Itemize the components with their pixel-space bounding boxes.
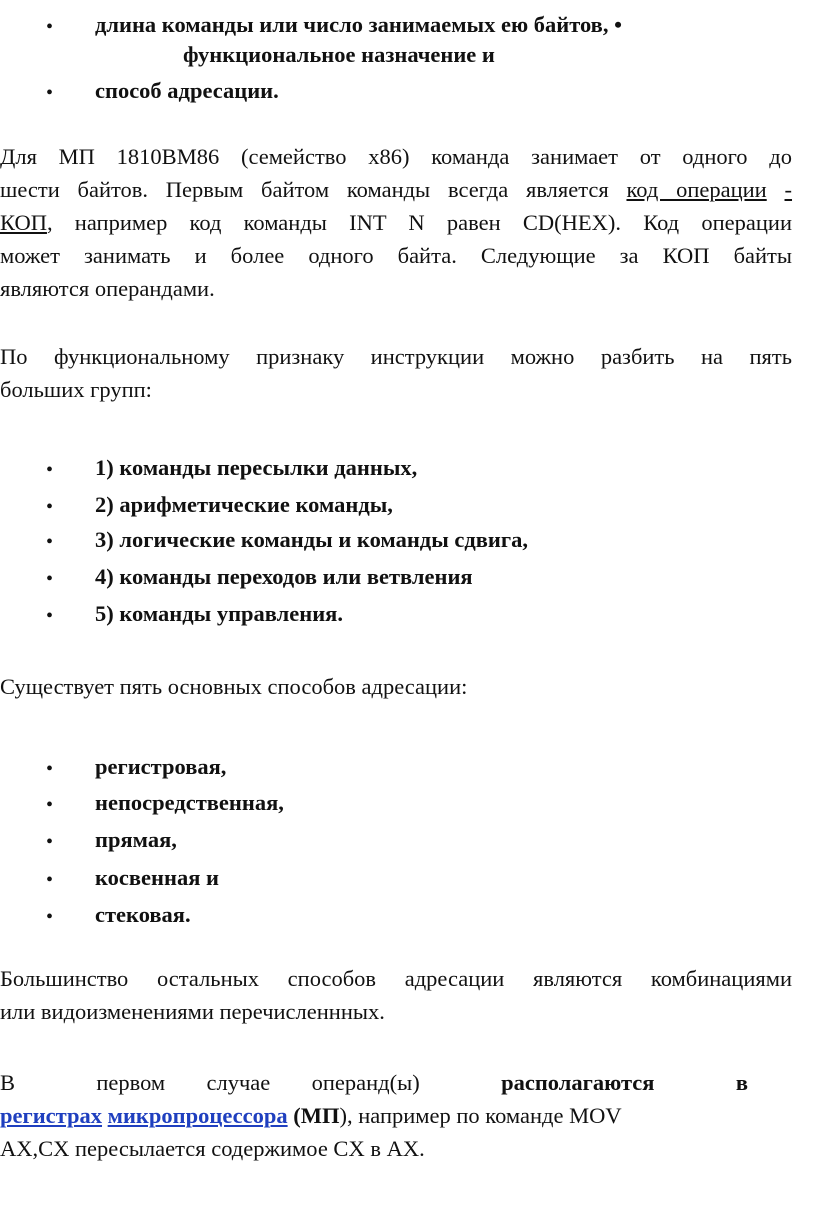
text-line: По функциональному признаку инструкции можно разбить на пять: [0, 344, 792, 369]
registers-link[interactable]: регистрах: [0, 1103, 103, 1128]
kop-abbrev-link[interactable]: КОП: [0, 210, 47, 235]
text-span: ): [339, 1103, 347, 1128]
text-line: [0, 173, 792, 206]
kop-term-link[interactable]: код операции: [626, 177, 767, 202]
mode-item: прямая,: [95, 827, 177, 852]
mode-item: регистровая,: [95, 754, 227, 779]
bullet: •: [46, 496, 54, 518]
text-span: , например код команды INT N равен CD(HEX). Код операции: [46, 210, 792, 235]
group-item: 2) арифметические команды,: [95, 492, 393, 517]
bullet: •: [46, 869, 54, 891]
bullet: •: [46, 794, 54, 816]
bullet: •: [46, 568, 54, 590]
text-line: Для МП 1810ВМ86 (семейство x86) команда занимает от одного до: [0, 144, 792, 169]
text-line: или видоизменениями перечисленнных.: [0, 999, 385, 1024]
bullet: •: [46, 531, 54, 553]
text-span: шести байтов. Первым байтом команды всегда является: [0, 177, 627, 202]
text-line: Большинство остальных способов адресации являются комбинациями: [0, 966, 792, 991]
paragraph: [0, 140, 792, 305]
bullet: •: [46, 831, 54, 853]
bullet: •: [46, 459, 54, 481]
group-item: 1) команды пересылки данных,: [95, 455, 418, 480]
word: в: [735, 1070, 748, 1095]
bullet: •: [46, 906, 54, 928]
paragraph: [0, 962, 792, 1028]
text-span: (МП: [293, 1103, 340, 1128]
text-line: [0, 206, 792, 239]
paragraph: [0, 1066, 792, 1165]
text-line: [0, 1099, 792, 1132]
list-item: длина команды или число занимаемых ею байтов, •: [95, 12, 622, 37]
text-line: являются операндами.: [0, 276, 215, 301]
bullet: •: [46, 82, 54, 104]
mode-item: непосредственная,: [95, 790, 284, 815]
word: случае: [206, 1070, 271, 1095]
text-line: Существует пять основных способов адресации:: [0, 674, 468, 699]
mode-item: косвенная и: [95, 865, 219, 890]
bullet: •: [46, 758, 54, 780]
text-line: [0, 1066, 792, 1099]
bullet: •: [46, 16, 54, 38]
text-line: больших групп:: [0, 377, 152, 402]
word: первом: [96, 1070, 166, 1095]
text-line: AX,CX пересылается содержимое CX в AX.: [0, 1136, 425, 1161]
microprocessor-link[interactable]: микропроцессора: [107, 1103, 288, 1128]
mode-item: стековая.: [95, 902, 191, 927]
paragraph: [0, 340, 792, 406]
list-item: способ адресации.: [95, 78, 279, 103]
group-item: 3) логические команды и команды сдвига,: [95, 527, 528, 552]
list-item-continuation: функциональное назначение и: [183, 42, 495, 67]
word: В: [0, 1070, 16, 1095]
text-line: может занимать и более одного байта. Следующие за КОП байты: [0, 243, 792, 268]
text-span: , например по команде MOV: [346, 1103, 622, 1128]
word: операнд(ы): [311, 1070, 420, 1095]
dash-link[interactable]: -: [784, 177, 793, 202]
group-item: 5) команды управления.: [95, 601, 343, 626]
word: располагаются: [501, 1070, 655, 1095]
group-item: 4) команды переходов или ветвления: [95, 564, 473, 589]
bullet: •: [46, 605, 54, 627]
